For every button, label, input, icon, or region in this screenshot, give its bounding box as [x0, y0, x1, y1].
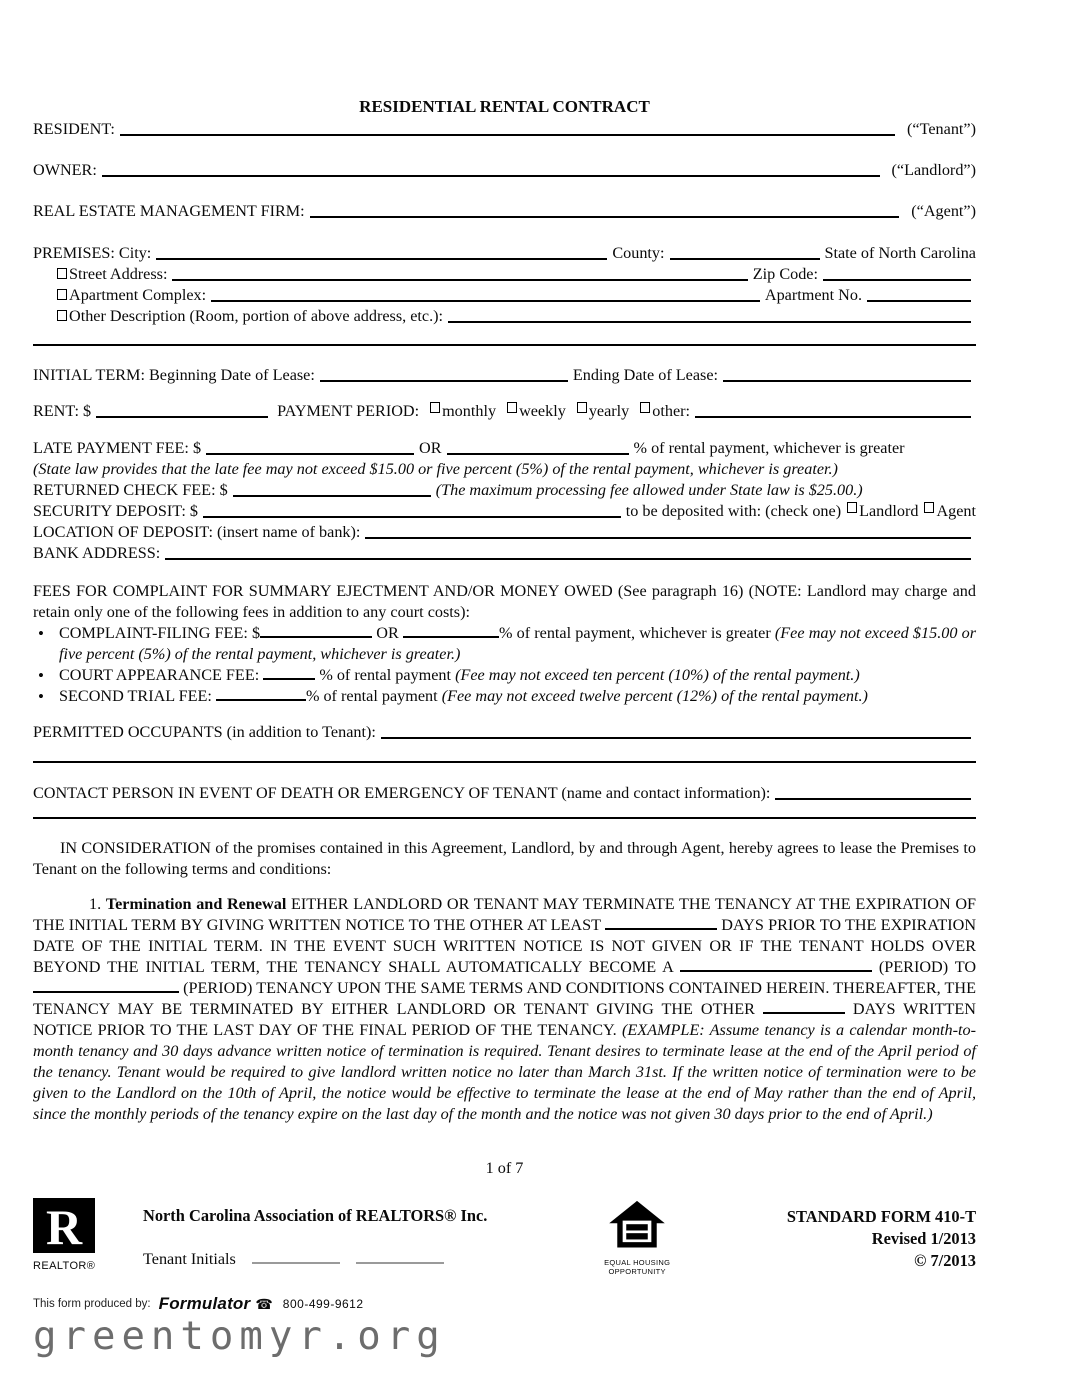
agent-suffix-label: (“Agent”) [911, 202, 976, 220]
producer-phone: 800-499-9612 [282, 1297, 364, 1311]
resident-row [33, 119, 976, 140]
payment-period-option-yearly [577, 401, 629, 422]
returned-check-label: RETURNED CHECK FEE: $ [33, 481, 228, 499]
late-fee-amount-input-line[interactable] [206, 449, 414, 455]
payment-period-label: PAYMENT PERIOD: [277, 402, 420, 420]
section1-example: (EXAMPLE: Assume tenancy is a calendar month-to-month tenancy and 30 days advance written notice of termination is required. Tenant desires to terminate lease at the end of the April period of the tenancy. Tenant would be required to give landlord written notice no later than March 31st. If the written notice of termination were to be given to the Landlord on the 10th of April, the notice would be effective to terminate the lease at the end of May rather than the end of April, since the monthly periods of the tenancy expire on the last day of the month and the notice was not given 30 days prior to the end of April.) [33, 1021, 976, 1123]
checkbox-agent[interactable] [924, 502, 934, 513]
firm-input-line[interactable] [310, 212, 900, 218]
returned-check-row [33, 480, 976, 501]
landlord-suffix-label: (“Landlord”) [891, 161, 976, 179]
street-address-label: Street Address: [69, 265, 168, 283]
revised-label: Revised 1/2013 [871, 1229, 976, 1248]
checkbox-landlord[interactable] [847, 502, 857, 513]
section1-paragraph [33, 894, 976, 1125]
returned-check-note: (The maximum processing fee allowed under State law is $25.00.) [435, 481, 863, 499]
fees-heading: FEES FOR COMPLAINT FOR SUMMARY EJECTMENT AND/OR MONEY OWED (See paragraph 16) (NOTE: Landlord may charge and retain only one of the following fees in addition to any court costs): [33, 582, 976, 621]
premises-city-input-line[interactable] [156, 254, 607, 260]
late-fee-or-label: OR [419, 439, 442, 457]
section1-heading: Termination and Renewal [105, 895, 287, 913]
footer [33, 1198, 976, 1276]
deposit-location-input-line[interactable] [365, 533, 971, 539]
ending-date-label: Ending Date of Lease: [572, 366, 719, 384]
complaint-fee-amount-input-line[interactable] [260, 623, 372, 638]
checkbox-monthly[interactable] [430, 402, 440, 413]
section1-seg1: EITHER LANDLORD OR TENANT MAY TERMINATE THE TENANCY AT THE EXPIRATION OF THE INITIAL TERM BY GIVING WRITTEN NOTICE TO THE OTHER AT LEAST [33, 895, 977, 934]
complaint-filing-fee-label: COMPLAINT-FILING FEE: $ [59, 624, 261, 642]
complaint-fee-note: (Fee may not exceed $15.00 or five percent (5%) of the rental payment, whichever is greater.) [59, 624, 976, 663]
realtor-logo-block [33, 1198, 111, 1272]
deposit-with-landlord-option [847, 501, 918, 522]
period2-input-line[interactable] [33, 978, 179, 993]
formulator-brand: Formulator [158, 1294, 251, 1313]
complaint-fee-percent-input-line[interactable] [403, 623, 499, 638]
second-trial-mid-label: % of rental payment [305, 687, 438, 705]
other-label: other: [652, 402, 691, 420]
rent-label: RENT: $ [33, 402, 92, 420]
deposit-with-agent-option [924, 501, 976, 522]
premises-state-label: State of North Carolina [824, 244, 976, 262]
court-appearance-fee-item [33, 665, 976, 686]
owner-row [33, 160, 976, 181]
period1-input-line[interactable] [680, 957, 872, 972]
apartment-no-input-line[interactable] [867, 296, 971, 302]
second-trial-percent-input-line[interactable] [216, 686, 306, 701]
owner-input-line[interactable] [102, 171, 880, 177]
checkbox-yearly[interactable] [577, 402, 587, 413]
other-description-continuation-line[interactable] [33, 344, 976, 346]
security-deposit-suffix-label: to be deposited with: (check one) [625, 502, 842, 520]
section1-number: 1. [89, 895, 102, 913]
premises-county-label: County: [612, 244, 665, 262]
court-fee-note: (Fee may not exceed ten percent (10%) of the rental payment.) [455, 666, 860, 684]
court-fee-mid-label: % of rental payment [319, 666, 452, 684]
late-fee-label: LATE PAYMENT FEE: $ [33, 439, 202, 457]
court-fee-label: COURT APPEARANCE FEE: [59, 666, 260, 684]
late-fee-row [33, 438, 976, 459]
rent-amount-input-line[interactable] [96, 412, 268, 418]
apartment-no-label: Apartment No. [764, 286, 862, 304]
resident-input-line[interactable] [120, 130, 895, 136]
late-fee-percent-input-line[interactable] [447, 449, 629, 455]
zip-code-label: Zip Code: [752, 265, 818, 283]
payment-period-option-weekly [507, 401, 566, 422]
second-trial-note: (Fee may not exceed twelve percent (12%) of the rental payment.) [441, 687, 868, 705]
equal-housing-block [582, 1198, 692, 1276]
permitted-occupants-label: PERMITTED OCCUPANTS (in addition to Tenant): [33, 723, 376, 741]
permitted-occupants-continuation-line[interactable] [33, 761, 976, 763]
other-days-input-line[interactable] [763, 999, 845, 1014]
late-fee-note: (State law provides that the late fee may not exceed $15.00 or five percent (5%) of the rental payment, whichever is greater.) [33, 460, 838, 478]
produced-by-label: This form produced by: [33, 1298, 151, 1310]
court-fee-percent-input-line[interactable] [263, 665, 315, 680]
ending-date-input-line[interactable] [723, 376, 971, 382]
checkbox-weekly[interactable] [507, 402, 517, 413]
late-fee-suffix-label: % of rental payment, whichever is greater [633, 439, 905, 457]
watermark-text: greentomyr.org [33, 1314, 446, 1359]
svg-text:R: R [45, 1199, 83, 1253]
street-address-row [33, 264, 976, 285]
tenant-initials-input-line-1[interactable] [252, 1258, 340, 1264]
rent-row [33, 401, 976, 422]
security-deposit-label: SECURITY DEPOSIT: $ [33, 502, 198, 520]
bank-address-row [33, 543, 976, 564]
notice-days-input-line[interactable] [605, 915, 717, 930]
beginning-date-label: INITIAL TERM: Beginning Date of Lease: [33, 366, 315, 384]
landlord-option-label: Landlord [859, 502, 919, 520]
association-name: North Carolina Association of REALTORS® Inc. [143, 1206, 488, 1225]
complaint-fee-or-label: OR [376, 624, 399, 642]
contact-person-input-line[interactable] [775, 794, 971, 800]
premises-city-label: PREMISES: City: [33, 244, 152, 262]
deposit-location-row [33, 522, 976, 543]
zip-code-input-line[interactable] [823, 275, 971, 281]
phone-icon: ☎ [255, 1295, 273, 1312]
section1-seg5: DAYS WRITTEN NOTICE PRIOR TO THE LAST DAY OF THE FINAL PERIOD OF THE TENANCY. [33, 1000, 976, 1039]
contact-person-label: CONTACT PERSON IN EVENT OF DEATH OR EMERGENCY OF TENANT (name and contact information): [33, 784, 771, 802]
other-description-row [33, 306, 976, 327]
deposit-location-label: LOCATION OF DEPOSIT: (insert name of bank): [33, 523, 361, 541]
checkbox-apartment-complex[interactable] [57, 289, 67, 300]
equal-housing-caption-2: OPPORTUNITY [608, 1267, 666, 1276]
returned-check-input-line[interactable] [233, 491, 431, 497]
complaint-filing-fee-item [33, 623, 976, 665]
tenant-suffix-label: (“Tenant”) [907, 120, 976, 138]
agent-option-label: Agent [936, 502, 976, 520]
consideration-paragraph: IN CONSIDERATION of the promises contained in this Agreement, Landlord, by and through Agent, hereby agrees to lease the Premises to Tenant on the following terms and conditions: [33, 839, 976, 878]
tenant-initials-input-line-2[interactable] [356, 1258, 444, 1264]
equal-housing-caption-1: EQUAL HOUSING [604, 1258, 671, 1267]
realtor-caption: REALTOR® [33, 1260, 96, 1272]
apartment-complex-label: Apartment Complex: [69, 286, 207, 304]
street-address-input-line[interactable] [172, 275, 747, 281]
apartment-complex-input-line[interactable] [211, 296, 760, 302]
premises-county-input-line[interactable] [670, 254, 820, 260]
security-deposit-input-line[interactable] [203, 512, 621, 518]
checkbox-street-address[interactable] [57, 268, 67, 279]
tenant-initials-label: Tenant Initials [143, 1250, 236, 1268]
contact-person-continuation-line[interactable] [33, 817, 976, 819]
section1-seg3: (PERIOD) TO [878, 958, 977, 976]
copyright-label: © 7/2013 [914, 1251, 976, 1270]
checkbox-other[interactable] [640, 402, 650, 413]
permitted-occupants-row [33, 722, 976, 743]
weekly-label: weekly [519, 402, 566, 420]
section1-seg2: DAYS PRIOR TO THE EXPIRATION DATE OF THE INITIAL TERM. IN THE EVENT SUCH WRITTEN NOTICE IS NOT GIVEN OR IF THE TENANT HOLDS OVER BEYOND THE INITIAL TERM, THE TENANCY SHALL AUTOMATICALLY BECOME A [33, 916, 977, 976]
firm-label: REAL ESTATE MANAGEMENT FIRM: [33, 202, 305, 220]
tenant-initials-row [143, 1250, 582, 1269]
bank-address-label: BANK ADDRESS: [33, 544, 161, 562]
second-trial-fee-item [33, 686, 976, 707]
premises-city-row [33, 243, 976, 264]
security-deposit-row [33, 501, 976, 522]
other-period-input-line[interactable] [695, 412, 971, 418]
complaint-fee-mid-label: % of rental payment, whichever is greater [498, 624, 771, 642]
page-title: RESIDENTIAL RENTAL CONTRACT [359, 97, 650, 116]
beginning-date-input-line[interactable] [320, 376, 568, 382]
owner-label: OWNER: [33, 161, 97, 179]
payment-period-option-other [640, 401, 690, 422]
management-firm-row [33, 201, 976, 222]
other-description-label: Other Description (Room, portion of above address, etc.): [69, 307, 444, 325]
initial-term-row [33, 365, 976, 386]
page-number: 1 of 7 [485, 1159, 524, 1177]
second-trial-fee-label: SECOND TRIAL FEE: [59, 687, 212, 705]
bank-address-input-line[interactable] [165, 554, 971, 560]
standard-form-label: STANDARD FORM 410-T [786, 1207, 976, 1226]
yearly-label: yearly [588, 402, 630, 420]
resident-label: RESIDENT: [33, 120, 115, 138]
monthly-label: monthly [442, 402, 497, 420]
section1-seg4: (PERIOD) TENANCY UPON THE SAME TERMS AND CONDITIONS CONTAINED HEREIN. THEREAFTER, THE TENANCY MAY BE TERMINATED BY EITHER LANDLORD OR TENANT GIVING THE OTHER [33, 979, 976, 1018]
other-description-input-line[interactable] [448, 317, 971, 323]
checkbox-other-description[interactable] [57, 310, 67, 321]
payment-period-option-monthly [430, 401, 496, 422]
contact-person-row [33, 783, 976, 804]
equal-housing-icon [608, 1200, 666, 1252]
permitted-occupants-input-line[interactable] [381, 733, 971, 739]
realtor-logo-icon [33, 1198, 95, 1253]
produced-by-row [33, 1294, 976, 1314]
apartment-complex-row [33, 285, 976, 306]
